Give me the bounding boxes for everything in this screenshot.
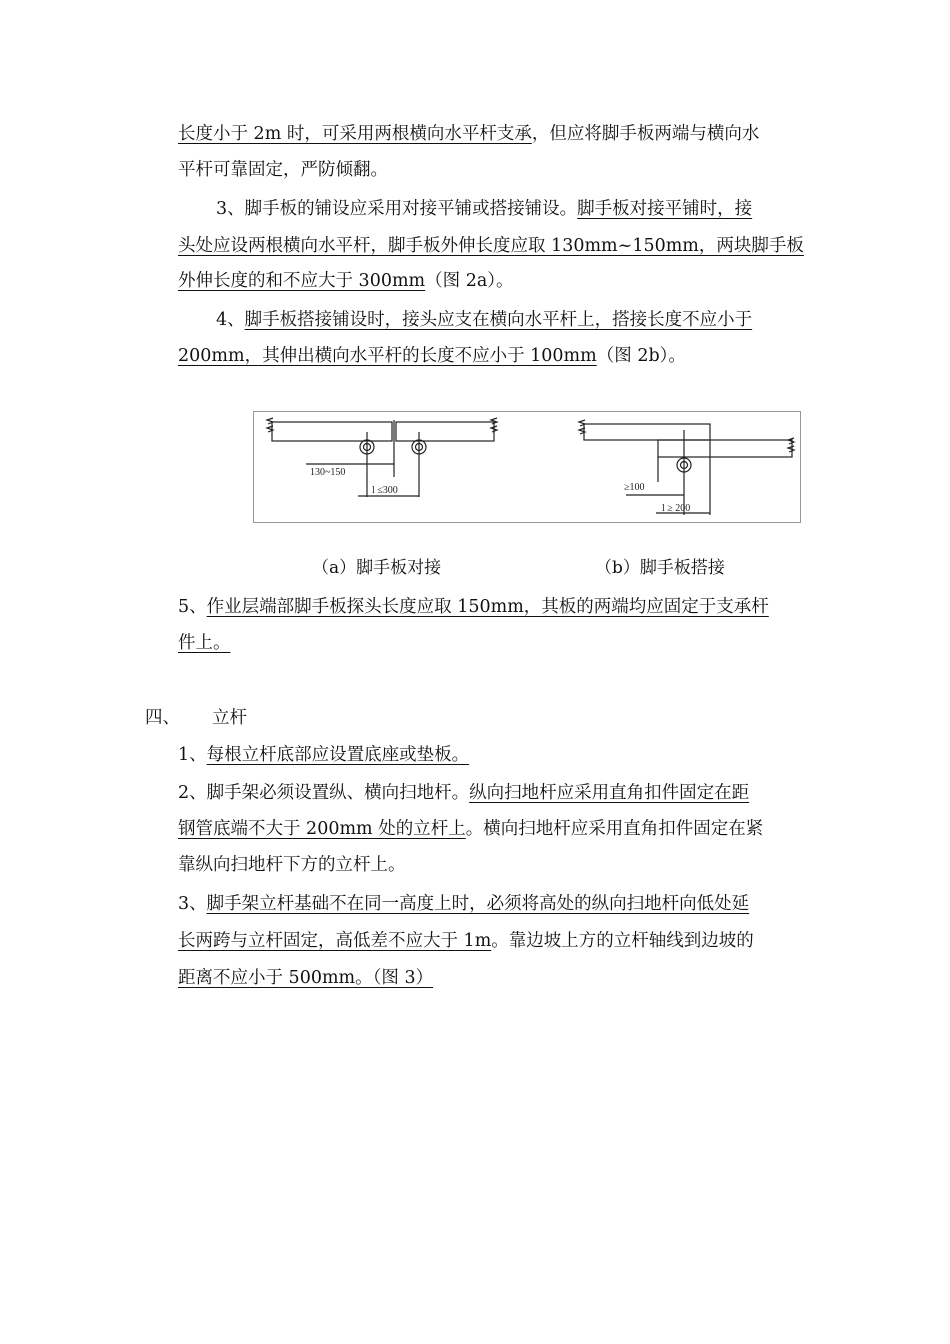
- figure-caption-b: （b）脚手板搭接: [595, 558, 725, 578]
- section-number: 四、: [145, 708, 180, 728]
- paragraph-line: [178, 854, 808, 876]
- paragraph-text: 平杆可靠固定，严防倾翻。: [178, 160, 388, 180]
- figure-drawing: [254, 412, 800, 522]
- paragraph-text: 3、: [178, 894, 207, 914]
- underlined-text: 长两跨与立杆固定，高低差不应大于 1m: [178, 931, 492, 951]
- underlined-text: 纵向扫地杆应采用直角扣件固定在距: [469, 783, 750, 803]
- paragraph-line: [178, 235, 808, 257]
- scaffold-board-figure: [253, 411, 801, 523]
- underlined-text: 钢管底端不大于 200mm 处的立杆上: [178, 819, 466, 839]
- underlined-text: 脚手板搭接铺设时，接头应支在横向水平杆上，搭接长度不应小于: [244, 310, 753, 330]
- paragraph-text: ，但应将脚手板两端与横向水: [531, 124, 760, 144]
- paragraph-line: [178, 744, 808, 766]
- paragraph-line: [178, 159, 808, 181]
- paragraph-line: [178, 345, 808, 367]
- underlined-text: 200mm，其伸出横向水平杆的长度不应小于 100mm: [178, 346, 597, 366]
- underlined-text: 长度小于 2m 时，可采用两根横向水平杆支承: [178, 124, 532, 144]
- underlined-text: 件上。: [178, 633, 231, 653]
- paragraph-line: [178, 967, 808, 989]
- paragraph-text: （图 2a）。: [425, 271, 514, 291]
- paragraph-text: 4、: [216, 310, 245, 330]
- section-title: 立杆: [212, 708, 247, 728]
- paragraph-line: [216, 198, 846, 220]
- paragraph-line: [178, 123, 808, 145]
- paragraph-line: [178, 596, 808, 618]
- paragraph-line: [178, 818, 808, 840]
- paragraph-line: [216, 309, 846, 331]
- underlined-text: 脚手板对接平铺时，接: [577, 199, 753, 219]
- underlined-text: 作业层端部脚手板探头长度应取 150mm，其板的两端均应固定于支承杆: [206, 597, 769, 617]
- paragraph-line: [178, 930, 808, 952]
- underlined-text: 外伸长度的和不应大于 300mm: [178, 271, 426, 291]
- paragraph-text: 1、: [178, 745, 207, 765]
- scaffold-board-left: [272, 422, 392, 441]
- paragraph-line: [178, 632, 808, 654]
- scaffold-board-upper: [584, 424, 710, 440]
- paragraph-line: [178, 270, 808, 292]
- dimension-label: l ≤300: [372, 485, 398, 496]
- paragraph-text: 5、: [178, 597, 207, 617]
- paragraph-line: [178, 893, 808, 915]
- paragraph-text: 靠纵向扫地杆下方的立杆上。: [178, 855, 406, 875]
- paragraph-text: 3、脚手板的铺设应采用对接平铺或搭接铺设。: [216, 199, 578, 219]
- paragraph-text: （图 2b）。: [596, 346, 686, 366]
- scaffold-board-right: [396, 422, 494, 441]
- paragraph-text: 2、脚手架必须设置纵、横向扫地杆。: [178, 783, 470, 803]
- break-mark-icon: [788, 438, 794, 444]
- paragraph-text: 。横向扫地杆应采用直角扣件固定在紧: [465, 819, 764, 839]
- underlined-text: 距离不应小于 500mm。（图 3）: [178, 968, 434, 988]
- scaffold-board-lower: [658, 440, 792, 457]
- underlined-text: 每根立杆底部应设置底座或垫板。: [206, 745, 470, 765]
- underlined-text: 头处应设两根横向水平杆，脚手板外伸长度应取 130mm~150mm，两块脚手板: [178, 236, 804, 256]
- dimension-label: l ≥ 200: [662, 503, 691, 514]
- break-mark-icon: [788, 446, 794, 452]
- paragraph-text: 。靠边坡上方的立杆轴线到边坡的: [491, 931, 754, 951]
- paragraph-line: [178, 782, 808, 804]
- dimension-label: 130~150: [310, 467, 346, 478]
- dimension-label: ≥100: [624, 482, 645, 493]
- underlined-text: 脚手架立杆基础不在同一高度上时，必须将高处的纵向扫地杆向低处延: [206, 894, 750, 914]
- figure-caption-a: （a）脚手板对接: [312, 558, 442, 578]
